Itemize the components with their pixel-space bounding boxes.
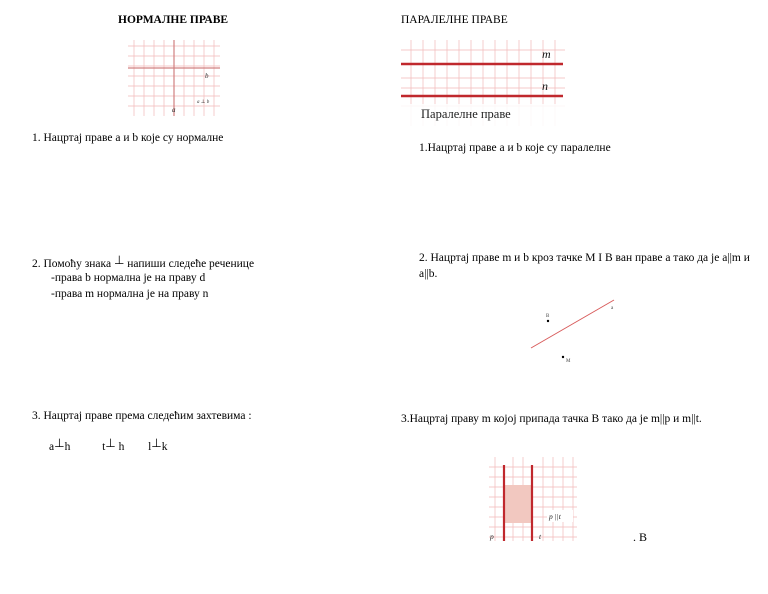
label-p-parallel-t: p ||t (549, 512, 561, 521)
perpendicular-symbol-icon: ⊥ (113, 253, 125, 267)
right-title: ПАРАЛЕЛНЕ ПРАВЕ (401, 14, 508, 26)
right-task-3: 3.Нацртај праву m којој припада тачка B тако да је m||p и m||t. (401, 413, 702, 425)
left-task-2-line-2: -права m нормална је на праву n (51, 288, 209, 300)
perp-icon: ⊥ (151, 436, 162, 450)
perp-icon: ⊥ (105, 436, 116, 450)
perpendicular-lines-figure (128, 40, 220, 116)
label-a-perp-b: a ⊥ b (197, 100, 210, 105)
rel2-b: h (118, 441, 125, 453)
left-title: НОРМАЛНЕ ПРАВЕ (118, 14, 229, 26)
parallel-p-t-figure (489, 457, 577, 541)
label-m: M (566, 359, 571, 364)
label-a: a (611, 306, 614, 311)
parallel-lines-figure (401, 40, 565, 126)
label-m: m (542, 47, 551, 61)
label-a: a (172, 106, 176, 114)
label-b: b (205, 72, 209, 80)
line-a (531, 300, 614, 348)
left-task-3: 3. Нацртај праве према следећим захтевима : (32, 410, 252, 422)
point-b (547, 320, 549, 322)
label-p: p (490, 532, 494, 541)
point-m (562, 356, 564, 358)
label-n: n (542, 79, 548, 93)
left-task-2-line-1: -права b нормална је на праву d (51, 272, 206, 284)
perp-icon: ⊥ (54, 436, 65, 450)
right-task-2: 2. Нацртај праве m и b кроз тачке M I B ван праве а тако да је а||m и а||b. (419, 252, 750, 280)
figure-caption: Паралелне праве (421, 107, 511, 121)
task2-suffix: напиши следеће реченице (127, 258, 255, 270)
left-task-3-relations (49, 436, 168, 453)
rel3-a: l (148, 441, 152, 453)
rel2-a: t (102, 441, 106, 453)
point-b-label: . B (633, 530, 648, 544)
left-task-1: 1. Нацртај праве а и b које су нормалне (32, 132, 224, 144)
right-task-1: 1.Нацртај праве а и b које су паралелне (419, 142, 611, 154)
left-task-2-intro (32, 253, 255, 270)
shaded-region (505, 485, 531, 523)
label-t: t (539, 532, 542, 541)
rel3-b: k (161, 441, 168, 453)
task2-prefix: 2. Помоћу знака (32, 258, 112, 270)
rel1-b: h (64, 441, 71, 453)
points-and-line-figure (527, 296, 623, 366)
rel1-a: a (49, 441, 55, 453)
label-b: B (546, 314, 550, 319)
